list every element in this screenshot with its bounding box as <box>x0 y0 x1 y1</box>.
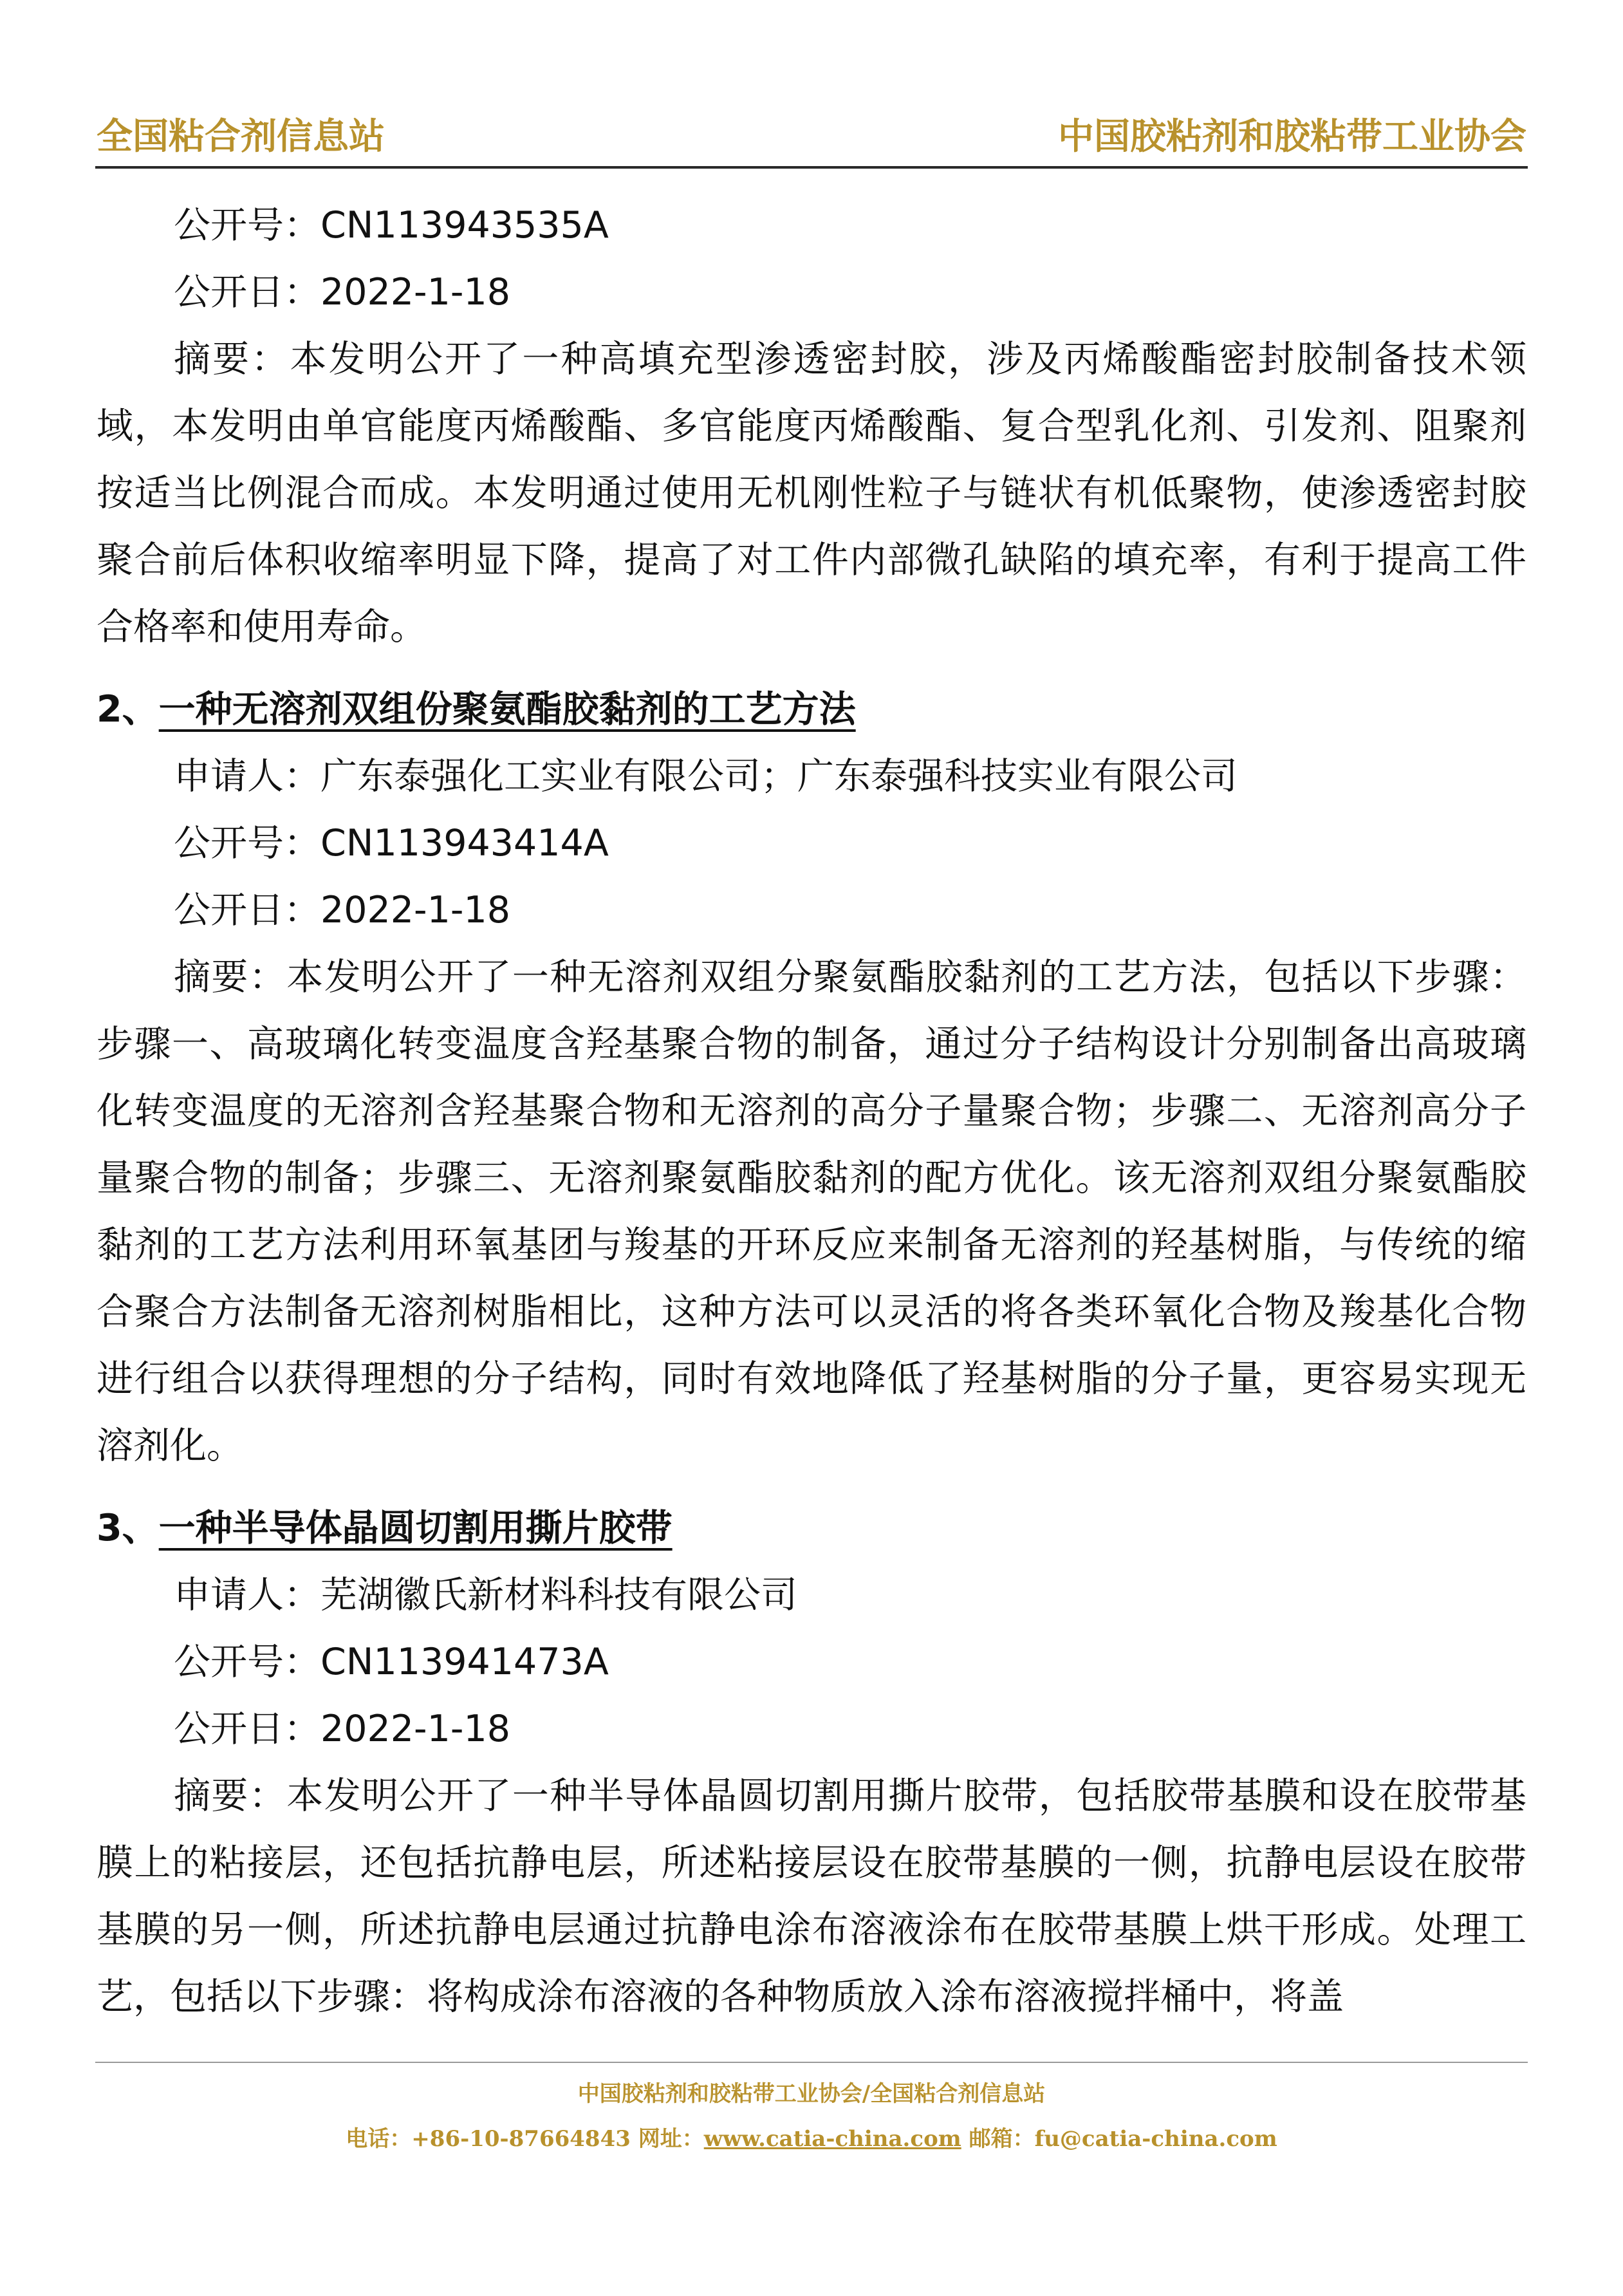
item3-publication-number: 公开号：CN113941473A <box>174 1641 609 1683</box>
footer-divider <box>95 2062 1528 2063</box>
item2-applicant: 申请人：广东泰强化工实业有限公司；广东泰强科技实业有限公司 <box>174 755 1238 798</box>
footer-email: 邮箱：fu@catia-china.com <box>961 2126 1277 2152</box>
item1-publication-number: 公开号：CN113943535A <box>174 204 609 247</box>
item3-number: 3、 <box>97 1507 159 1549</box>
item1-publication-date: 公开日：2022-1-18 <box>174 271 510 313</box>
item3-title: 一种半导体晶圆切割用撕片胶带 <box>158 1507 672 1549</box>
item3-abstract: 摘要：本发明公开了一种半导体晶圆切割用撕片胶带，包括胶带基膜和设在胶带基膜上的粘接层，还包括抗静电层，所述粘接层设在胶带基膜的一侧，抗静电层设在胶带基膜的另一侧，所述抗静电层通过抗静电涂布溶液涂布在胶带基膜上烘干形成。处理工艺，包括以下步骤：将构成涂布溶液的各种物质放入涂布溶液搅拌桶中，将盖 <box>97 1775 1526 2018</box>
item2-publication-date: 公开日：2022-1-18 <box>174 889 510 931</box>
item2-title: 一种无溶剂双组份聚氨酯胶黏剂的工艺方法 <box>158 688 856 731</box>
item3-applicant: 申请人：芜湖徽氏新材料科技有限公司 <box>174 1574 797 1616</box>
footer-contact <box>0 2123 1623 2155</box>
header-divider <box>95 166 1528 169</box>
item2-publication-number: 公开号：CN113943414A <box>174 822 609 864</box>
header-site-name: 全国粘合剂信息站 <box>97 116 385 158</box>
document-body <box>97 192 1526 2030</box>
item3-publication-date: 公开日：2022-1-18 <box>174 1708 510 1750</box>
item2-abstract: 摘要：本发明公开了一种无溶剂双组分聚氨酯胶黏剂的工艺方法，包括以下步骤：步骤一、高玻璃化转变温度含羟基聚合物的制备，通过分子结构设计分别制备出高玻璃化转变温度的无溶剂含羟基聚合物和无溶剂的高分子量聚合物；步骤二、无溶剂高分子量聚合物的制备；步骤三、无溶剂聚氨酯胶黏剂的配方优化。该无溶剂双组分聚氨酯胶黏剂的工艺方法利用环氧基团与羧基的开环反应来制备无溶剂的羟基树脂，与传统的缩合聚合方法制备无溶剂树脂相比，这种方法可以灵活的将各类环氧化合物及羧基化合物进行组合以获得理想的分子结构，同时有效地降低了羟基树脂的分子量，更容易实现无溶剂化。 <box>97 956 1526 1467</box>
item1-abstract: 摘要：本发明公开了一种高填充型渗透密封胶，涉及丙烯酸酯密封胶制备技术领域，本发明由单官能度丙烯酸酯、多官能度丙烯酸酯、复合型乳化剂、引发剂、阻聚剂按适当比例混合而成。本发明通过使用无机刚性粒子与链状有机低聚物，使渗透密封胶聚合前后体积收缩率明显下降，提高了对工件内部微孔缺陷的填充率，有利于提高工件合格率和使用寿命。 <box>97 338 1526 648</box>
footer-phone: 电话：+86-10-87664843 网址： <box>346 2126 704 2152</box>
item3-heading <box>97 1495 1526 1562</box>
item2-heading <box>97 676 1526 743</box>
footer-organization: 中国胶粘剂和胶粘带工业协会/全国粘合剂信息站 <box>577 2081 1046 2107</box>
item2-number: 2、 <box>97 688 159 731</box>
footer-website-link[interactable]: www.catia-china.com <box>703 2126 961 2152</box>
header-association-name: 中国胶粘剂和胶粘带工业协会 <box>1058 116 1526 158</box>
